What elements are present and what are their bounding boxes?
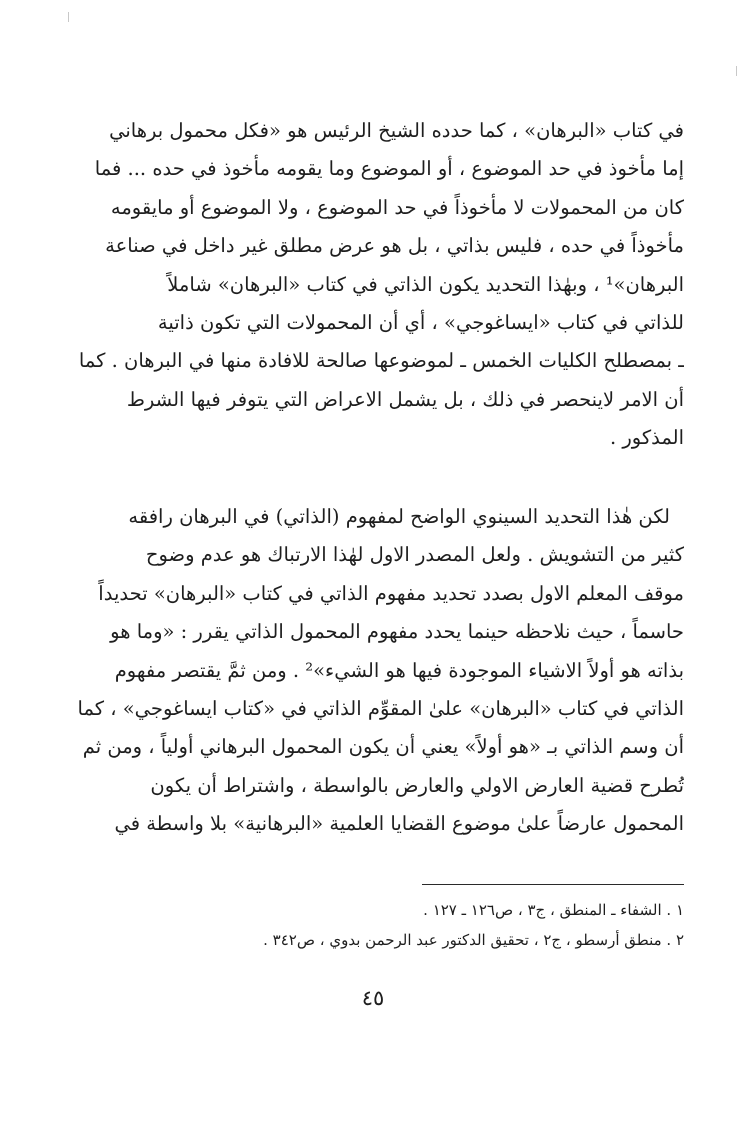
text-line: الذاتي في كتاب «البرهان» علىٰ المقوِّم الذاتي في «كتاب ايساغوجي» ، كما <box>77 696 684 720</box>
text-line: كثير من التشويش . ولعل المصدر الاول لهٰذا الارتباك هو عدم وضوح <box>145 543 684 567</box>
text-line: ـ بمصطلح الكليات الخمس ـ لموضوعها صالحة للافادة منها في البرهان . كما <box>78 349 684 373</box>
text-line: البرهان»¹ ، وبهٰذا التحديد يكون الذاتي في كتاب «البرهان» شاملاً <box>167 272 684 296</box>
text-line: موقف المعلم الاول بصدد تحديد مفهوم الذاتي في كتاب «البرهان» تحديداً <box>98 581 684 605</box>
text-line: المحمول عارضاً علىٰ موضوع القضايا العلمية «البرهانية» بلا واسطة في <box>114 812 684 836</box>
footnote-divider <box>422 884 684 885</box>
paragraph-2 <box>62 498 684 844</box>
footnote-2: ٢ . منطق أرسطو ، ج٢ ، تحقيق الدكتور عبد الرحمن بدوي ، ص٣٤٢ . <box>263 931 684 949</box>
text-line: في كتاب «البرهان» ، كما حدده الشيخ الرئيس هو «فكل محمول برهاني <box>109 119 684 142</box>
text-line: المذكور . <box>609 426 684 450</box>
scan-edge-mark <box>68 12 69 22</box>
text-line: كان من المحمولات لا مأخوذاً في حد الموضوع ، ولا الموضوع أو مايقومه <box>110 195 684 219</box>
text-line: حاسماً ، حيث نلاحظه حينما يحدد مفهوم المحمول الذاتي يقرر : «وما هو <box>110 620 684 644</box>
text-line: لكن هٰذا التحديد السينوي الواضح لمفهوم (الذاتي) في البرهان رافقه <box>128 505 670 528</box>
page-number: ٤٥ <box>361 986 385 1010</box>
paragraph-1 <box>62 112 684 458</box>
text-line: للذاتي في كتاب «ايساغوجي» ، أي أن المحمولات التي تكون ذاتية <box>157 310 684 334</box>
scan-edge-mark <box>736 66 737 76</box>
footnote-1: ١ . الشفاء ـ المنطق ، ج٣ ، ص١٢٦ ـ ١٢٧ . <box>423 901 684 919</box>
text-line: أن الامر لاينحصر في ذلك ، بل يشمل الاعراض التي يتوفر فيها الشرط <box>126 387 684 411</box>
text-line: أن وسم الذاتي بـ «هو أولاً» يعني أن يكون المحمول البرهاني أولياً ، ومن ثم <box>82 735 684 759</box>
text-line: بذاته هو أولاً الاشياء الموجودة فيها هو الشيء»² . ومن ثمَّ يقتصر مفهوم <box>114 658 684 682</box>
text-line: تُطرح قضية العارض الاولي والعارض بالواسطة ، واشتراط أن يكون <box>150 773 684 797</box>
text-line: مأخوذاً في حده ، فليس بذاتي ، بل هو عرض مطلق غير داخل في صناعة <box>105 234 684 258</box>
text-line: إما مأخوذ في حد الموضوع ، أو الموضوع وما يقومه مأخوذ في حده ... فما <box>94 157 684 181</box>
footnotes <box>62 895 684 955</box>
